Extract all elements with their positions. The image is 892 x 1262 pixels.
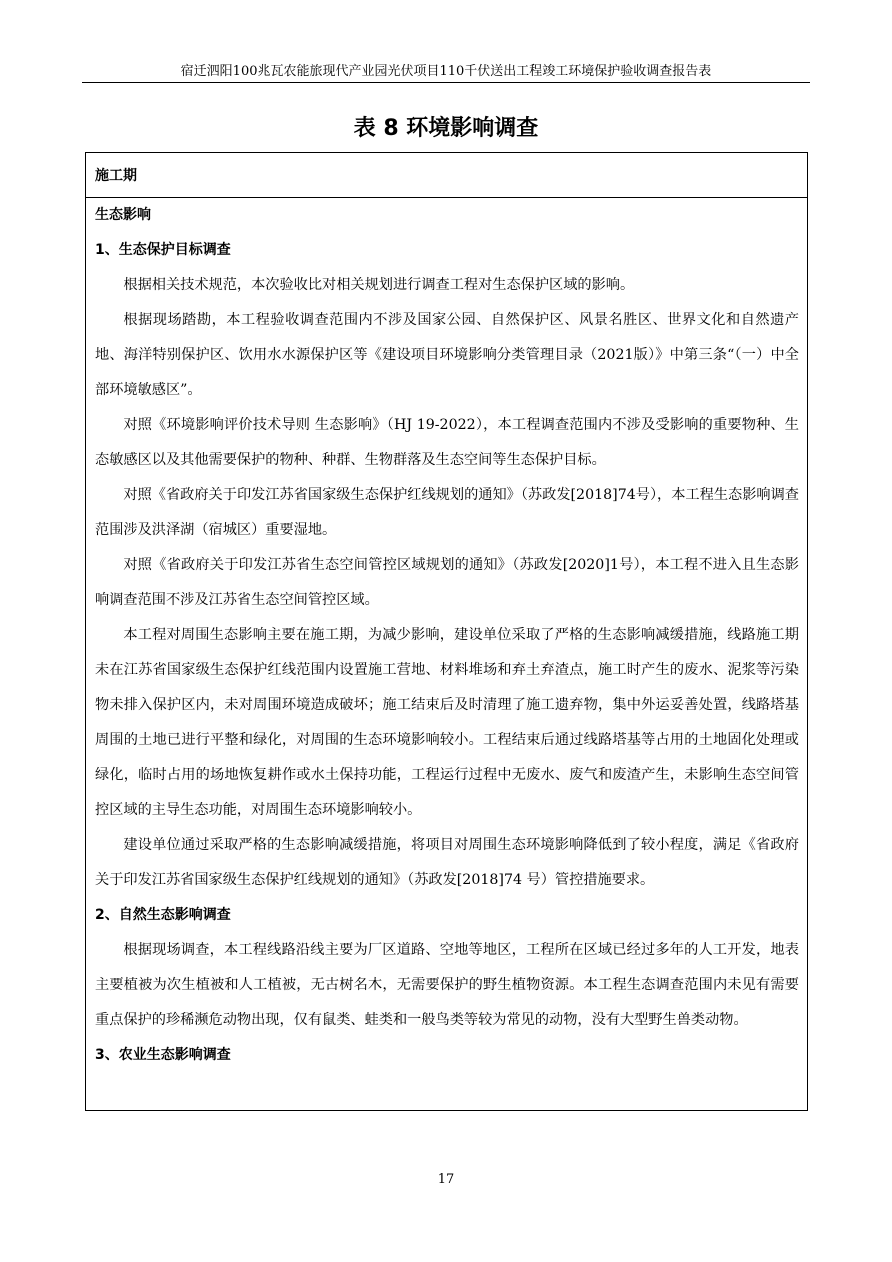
paragraph: 本工程对周围生态影响主要在施工期，为减少影响，建设单位采取了严格的生态影响减缓措施，线路施工期未在江苏省国家级生态保护红线范围内设置施工营地、材料堆场和弃土弃渣点，施工时产生的废水、泥浆等污染物未排入保护区内，未对周围环境造成破坏；施工结束后及时清理了施工遗弃物，集中外运妥善处置，线路塔基周围的土地已进行平整和绿化，对周围的生态环境影响较小。工程结束后通过线路塔基等占用的土地固化处理或绿化，临时占用的场地恢复耕作或水土保持功能，工程运行过程中无废水、废气和废渣产生，未影响生态空间管控区域的主导生态功能，对周围生态环境影响较小。 xyxy=(95,627,799,818)
subsection-heading-2: 2、自然生态影响调查 xyxy=(95,907,231,923)
paragraph: 对照《环境影响评价技术导则 生态影响》（HJ 19-2022），本工程调查范围内不涉及受影响的重要物种、生态敏感区以及其他需要保护的物种、种群、生物群落及生态空间等生态保护目标。 xyxy=(95,417,799,468)
header-rule xyxy=(82,82,810,83)
paragraph: 根据相关技术规范，本次验收比对相关规划进行调查工程对生态保护区域的影响。 xyxy=(123,277,635,293)
paragraph: 建设单位通过采取严格的生态影响减缓措施，将项目对周围生态环境影响降低到了较小程度，满足《省政府关于印发江苏省国家级生态保护红线规划的通知》（苏政发[2018]74 号）管控措施要求。 xyxy=(95,837,799,888)
subsection-heading-1: 1、生态保护目标调查 xyxy=(95,242,231,258)
subsection-heading-3: 3、农业生态影响调查 xyxy=(95,1047,231,1063)
period-label: 施工期 xyxy=(95,168,137,184)
survey-table xyxy=(85,152,808,1111)
table-title: 表 8 环境影响调查 xyxy=(353,116,539,141)
paragraph: 根据现场调查，本工程线路沿线主要为厂区道路、空地等地区，工程所在区域已经过多年的人工开发，地表主要植被为次生植被和人工植被，无古树名木，无需要保护的野生植物资源。本工程生态调查范围内未见有需要重点保护的珍稀濒危动物出现，仅有鼠类、蛙类和一般鸟类等较为常见的动物，没有大型野生兽类动物。 xyxy=(95,942,799,1028)
period-row xyxy=(86,153,807,198)
section-heading: 生态影响 xyxy=(95,207,151,223)
content-cell xyxy=(95,198,799,1073)
page-number: 17 xyxy=(437,1172,455,1187)
running-header: 宿迁泗阳100兆瓦农能旅现代产业园光伏项目110千伏送出工程竣工环境保护验收调查报告表 xyxy=(180,64,712,79)
paragraph: 对照《省政府关于印发江苏省国家级生态保护红线规划的通知》（苏政发[2018]74号），本工程生态影响调查范围涉及洪泽湖（宿城区）重要湿地。 xyxy=(95,487,799,538)
paragraph: 根据现场踏勘，本工程验收调查范围内不涉及国家公园、自然保护区、风景名胜区、世界文化和自然遗产地、海洋特别保护区、饮用水水源保护区等《建设项目环境影响分类管理目录（2021版）》中第三条“（一）中全部环境敏感区”。 xyxy=(95,312,799,398)
paragraph: 对照《省政府关于印发江苏省生态空间管控区域规划的通知》（苏政发[2020]1号），本工程不进入且生态影响调查范围不涉及江苏省生态空间管控区域。 xyxy=(95,557,799,608)
